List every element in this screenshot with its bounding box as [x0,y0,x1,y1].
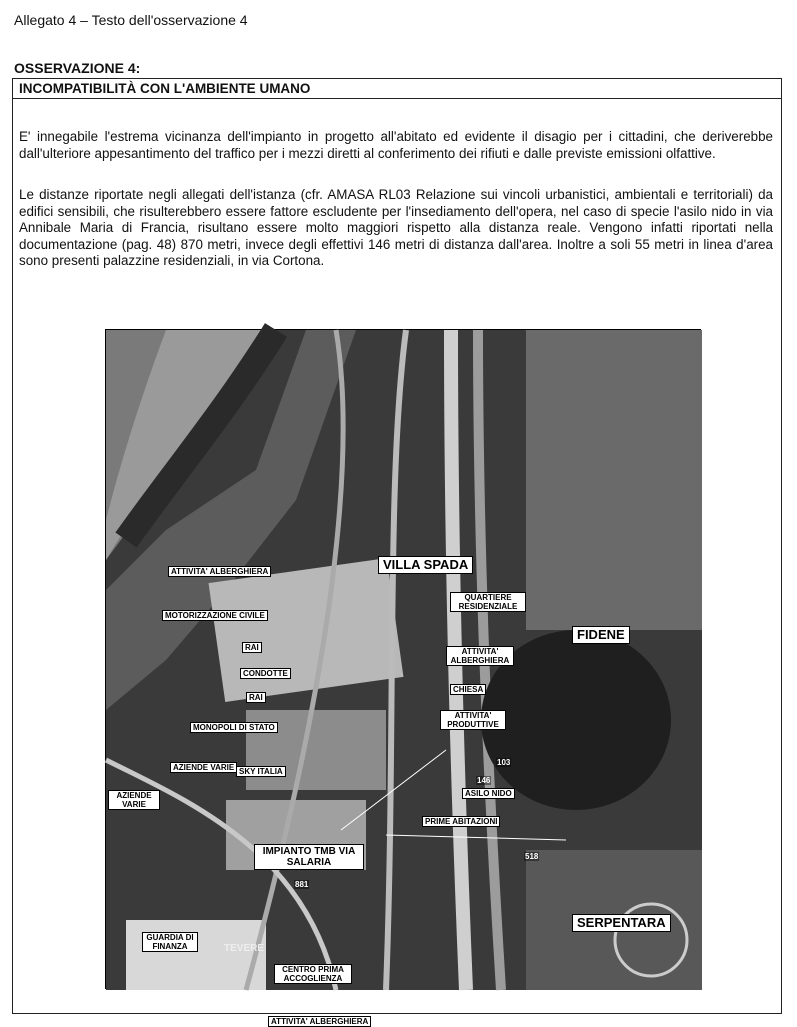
observation-heading: OSSERVAZIONE 4: [14,60,141,76]
observation-box-title: INCOMPATIBILITÀ CON L'AMBIENTE UMANO [13,79,781,99]
paragraph-1: E' innegabile l'estrema vicinanza dell'impianto in progetto all'abitato ed evidente il disagio per i cittadini, che deriverebbe dall'ulteriore appesantimento del traffico per i mezzi diretti al conferimento dei rifiuti e dalle previste emissioni olfattive. [19,129,773,161]
label-monopoli: MONOPOLI DI STATO [190,722,278,733]
distance-518: 518 [525,852,539,861]
label-chiesa: CHIESA [450,684,486,695]
label-prime-abitazioni: PRIME ABITAZIONI [422,816,500,827]
label-rai-1: RAI [242,642,262,653]
label-attivita-produttive: ATTIVITA' PRODUTTIVE [440,710,506,730]
label-rai-2: RAI [246,692,266,703]
document-header: Allegato 4 – Testo dell'osservazione 4 [14,12,248,28]
distance-146: 146 [477,776,491,785]
label-attivita-alberghiera-2: ATTIVITA' ALBERGHIERA [446,646,514,666]
distance-881: 881 [295,880,309,889]
label-serpentara: SERPENTARA [572,914,671,932]
label-fidene: FIDENE [572,626,630,644]
label-condotte: CONDOTTE [240,668,291,679]
aerial-map-background [106,330,702,990]
observation-box [12,78,782,1026]
label-sky: SKY ITALIA [236,766,286,777]
label-aziende-varie-1: AZIENDE VARIE [170,762,237,773]
aerial-map [105,329,701,1026]
distance-103: 103 [497,758,511,767]
label-centro: CENTRO PRIMA ACCOGLIENZA [274,964,352,984]
label-attivita-alberghiera-1: ATTIVITA' ALBERGHIERA [168,566,271,577]
label-aziende-varie-2: AZIENDE VARIE [108,790,160,810]
label-asilo: ASILO NIDO [462,788,515,799]
label-tevere: TEVERE [224,943,265,954]
paragraph-2: Le distanze riportate negli allegati dell'istanza (cfr. AMASA RL03 Relazione sui vincoli urbanistici, ambientali e territoriali) da edifici sensibili, che risulterebbero essere fattore escludente per l'insediamento dell'opera, nel caso di specie l'asilo nido in via Annibale Maria di Francia, risultano essere molto maggiori rispetto alla distanza reale. Vengono infatti riportati nella documentazione (pag. 48) 870 metri, invece degli effettivi 146 metri di distanza dall'area. Inoltre a soli 55 metri in linea d'area sono presenti palazzine residenziali, in via Cortona. [19,187,773,269]
label-guardia: GUARDIA DI FINANZA [142,932,198,952]
label-impianto: IMPIANTO TMB VIA SALARIA [254,844,364,870]
label-villa-spada: VILLA SPADA [378,556,473,574]
label-quartiere: QUARTIERE RESIDENZIALE [450,592,526,612]
label-motorizzazione: MOTORIZZAZIONE CIVILE [162,610,268,621]
label-attivita-alberghiera-3: ATTIVITA' ALBERGHIERA [268,1016,371,1027]
